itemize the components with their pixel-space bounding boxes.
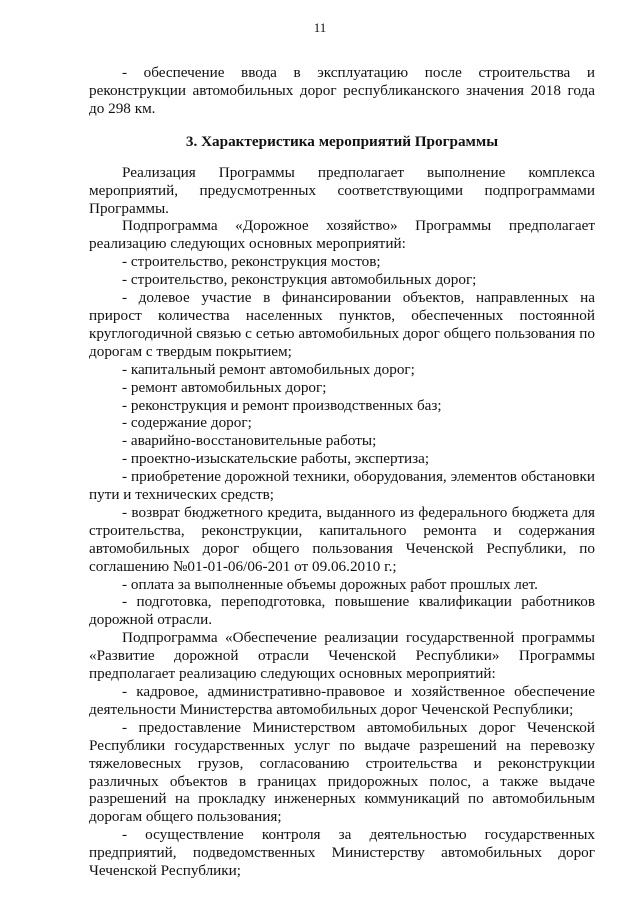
list-item: - строительство, реконструкция мостов; <box>122 253 381 271</box>
list-item: - аварийно-восстановительные работы; <box>122 432 377 450</box>
list-item: - осуществление контроля за деятельностью государственных предприятий, подведомственных Министерству автомобильных дорог Чеченской Республики; <box>89 826 595 880</box>
paragraph-support-subprogram: Подпрограмма «Обеспечение реализации государственной программы «Развитие дорожной отрасли Чеченской Республики» Программы предполагает реализацию следующих основных мероприятий: <box>89 629 595 683</box>
paragraph-program-overview: Реализация Программы предполагает выполнение комплекса мероприятий, предусмотренных соответствующими подпрограммами Программы. <box>89 163 595 217</box>
paragraph-road-subprogram: Подпрограмма «Дорожное хозяйство» Программы предполагает реализацию следующих основных мероприятий: <box>89 217 595 253</box>
list-item: - строительство, реконструкция автомобильных дорог; <box>122 271 477 289</box>
list-item: - долевое участие в финансировании объектов, направленных на прирост количества населенных пунктов, обеспеченных постоянной круглогодичной связью с сетью автомобильных дорог общего пользования по дорогам с твердым покрытием; <box>89 289 595 360</box>
list-item: - капитальный ремонт автомобильных дорог; <box>122 360 415 378</box>
list-item: - оплата за выполненные объемы дорожных работ прошлых лет. <box>122 575 538 593</box>
intro-list-item: - обеспечение ввода в эксплуатацию после строительства и реконструкции автомобильных дорог республиканского значения 2018 года до 298 км. <box>89 64 595 117</box>
road-measures-list <box>89 253 595 629</box>
list-item: - возврат бюджетного кредита, выданного из федерального бюджета для строительства, реконструкции, капитального ремонта и содержания автомобильных дорог общего пользования Чеченской Республики, по соглашению №01-01-06/06-201 от 09.06.2010 г.; <box>89 503 595 575</box>
list-item: - подготовка, переподготовка, повышение квалификации работников дорожной отрасли. <box>89 593 595 629</box>
list-item: - кадровое, административно-правовое и хозяйственное обеспечение деятельности Министерства автомобильных дорог Чеченской Республики; <box>89 683 595 718</box>
list-item: - проектно-изыскательские работы, экспертиза; <box>122 450 430 468</box>
list-item: - предоставление Министерством автомобильных дорог Чеченской Республики государственных услуг по выдаче разрешений на перевозку тяжеловесных грузов, согласованию строительства и реконструкции различных объектов в границах придорожных полос, а также выдаче разрешений на прокладку инженерных коммуникаций по автомобильным дорогам общего пользования; <box>89 718 595 826</box>
list-item: - ремонт автомобильных дорог; <box>122 378 327 396</box>
support-measures-list <box>89 683 595 880</box>
page-number: 11 <box>313 20 327 35</box>
list-item: - реконструкция и ремонт производственных баз; <box>122 396 442 414</box>
list-item: - приобретение дорожной техники, оборудования, элементов обстановки пути и технических средств; <box>89 468 595 504</box>
section-title: 3. Характеристика мероприятий Программы <box>185 132 499 150</box>
list-item: - содержание дорог; <box>122 414 252 432</box>
document-body <box>89 64 595 880</box>
